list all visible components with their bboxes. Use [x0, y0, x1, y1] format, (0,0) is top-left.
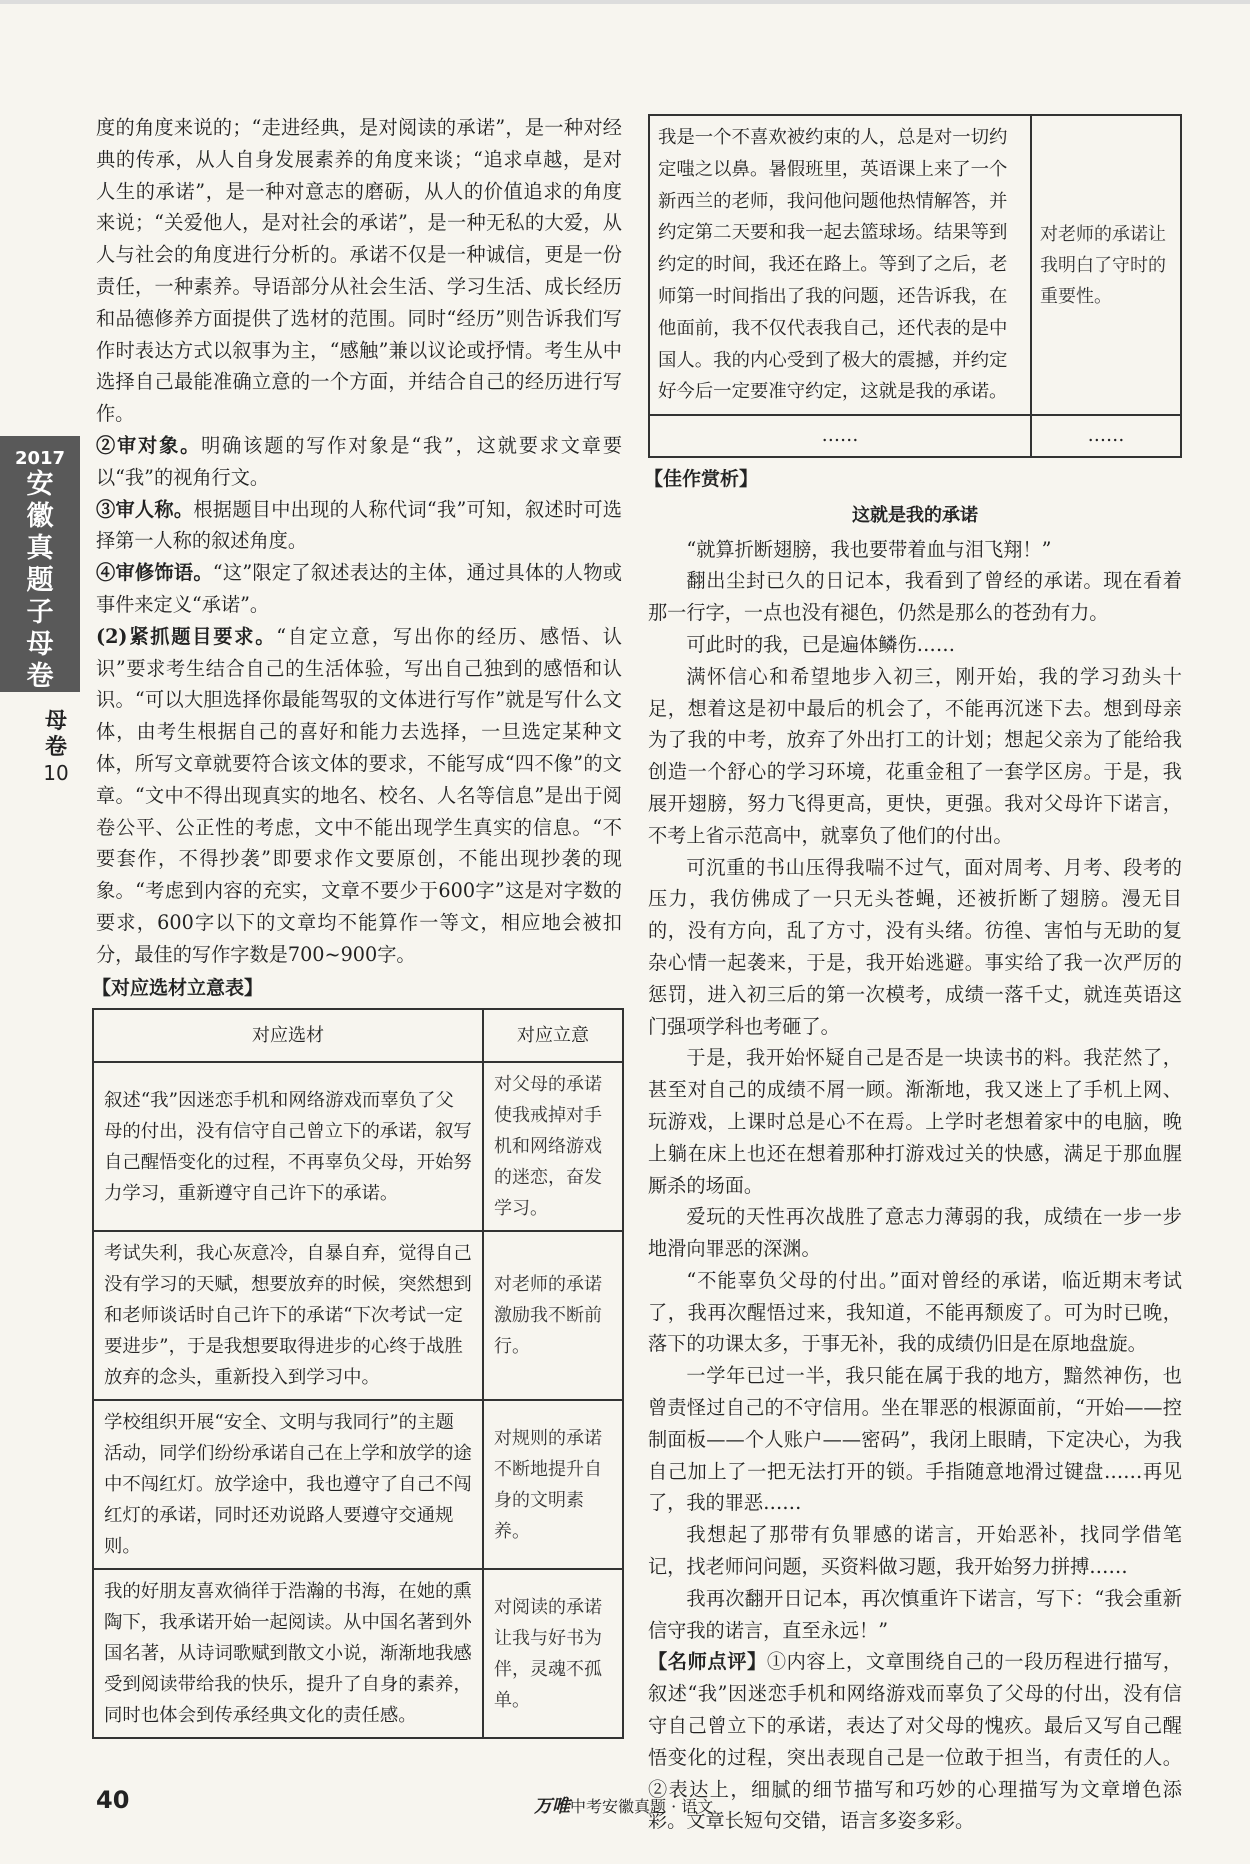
essay-paragraph: 可此时的我，已是遍体鳞伤…… — [686, 632, 956, 656]
column-header: 对应立意 — [483, 1009, 623, 1062]
vertical-char: 真 — [26, 533, 54, 564]
left-column — [92, 112, 623, 1739]
essay-paragraph: 爱玩的天性再次战胜了意志力薄弱的我，成绩在一步一步地滑向罪恶的深渊。 — [648, 1205, 1182, 1261]
book-title: 中考安徽真题 · 语文 — [570, 1797, 714, 1816]
ellipsis-cell: …… — [1031, 415, 1181, 457]
essay-paragraph: 翻出尘封已久的日记本，我看到了曾经的承诺。现在看着那一行字，一点也没有褪色，仍然是那么的苍劲有力。 — [648, 569, 1182, 625]
keyword: ④审修饰语。 — [96, 561, 213, 585]
paragraph-person — [96, 494, 622, 558]
teacher-comment — [648, 1646, 1182, 1837]
volume-number: 10 — [43, 761, 69, 785]
material-cell: 学校组织开展“安全、文明与我同行”的主题活动，同学们纷纷承诺自己在上学和放学的途中不闯红灯。放学途中，我也遵守了自己不闯红灯的承诺，同时还劝说路人要遵守交通规则。 — [93, 1400, 483, 1569]
material-table-continued — [648, 114, 1182, 458]
side-year: 2017 — [14, 448, 66, 469]
table-row — [93, 1231, 623, 1400]
essay-body — [648, 534, 1182, 1647]
idea-cell: 对规则的承诺不断地提升自身的文明素养。 — [483, 1400, 623, 1569]
paragraph-text: “自定立意，写出你的经历、感悟、认识”要求考生结合自己的生活体验，写出自己独到的感悟和认识。“可以大胆选择你最能驾驭的文体进行写作”就是写什么文体，由考生根据自己的喜好和能力去选择，一旦选定某种文体，所写文章就要符合该文体的要求，不能写成“四不像”的文章。“文中不得出现真实的地名、校名、人名等信息”是出于阅卷公平、公正性的考虑，文中不能出现学生真实的信息。“不要套作，不得抄袭”即要求作文要原创，不能出现抄袭的现象。“考虑到内容的充实，文章不要少于600字”这是对字数的要求，600字以下的文章均不能算作一等文，相应地会被扣分，最佳的写作字数是700~900字。 — [96, 624, 622, 966]
idea-cell: 对父母的承诺使我戒掉对手机和网络游戏的迷恋，奋发学习。 — [483, 1062, 623, 1231]
material-cell: 考试失利，我心灰意冷，自暴自弃，觉得自己没有学习的天赋，想要放弃的时候，突然想到和老师谈话时自己许下的承诺“下次考试一定要进步”，于是我想要取得进步的心终于战胜放弃的念头，重新投入到学习中。 — [93, 1231, 483, 1400]
side-tab — [0, 436, 80, 692]
essay-paragraph: 于是，我开始怀疑自己是否是一块读书的料。我茫然了，甚至对自己的成绩不屑一顾。渐渐地，我又迷上了手机上网、玩游戏，上课时总是心不在焉。上学时老想着家中的电脑，晚上躺在床上也还在想着那种打游戏过关的快感，满足于那血腥厮杀的场面。 — [648, 1046, 1182, 1197]
brand-logo-text: 万唯 — [534, 1796, 570, 1817]
essay-paragraph: 满怀信心和希望地步入初三，刚开始，我的学习劲头十足，想着这是初中最后的机会了，不能再沉迷下去。想到母亲为了我的中考，放弃了外出打工的计划；想起父亲为了能给我创造一个舒心的学习环境，花重金租了一套学区房。于是，我展开翅膀，努力飞得更高，更快，更强。我对父母许下诺言，不考上省示范高中，就辜负了他们的付出。 — [648, 664, 1182, 847]
volume-text — [36, 708, 76, 760]
footer-brand — [534, 1792, 713, 1818]
essay-paragraph: 可沉重的书山压得我喘不过气，面对周考、月考、段考的压力，我仿佛成了一只无头苍蝇，还被折断了翅膀。漫无目的，没有方向，乱了方寸，没有头绪。彷徨、害怕与无助的复杂心情一起袭来，于是，我开始逃避。事实给了我一次严厉的惩罚，进入初三后的第一次模考，成绩一落千丈，就连英语这门强项学科也考砸了。 — [648, 855, 1182, 1038]
page-number: 40 — [96, 1786, 130, 1814]
table-row — [93, 1400, 623, 1569]
keyword: (2)紧抓题目要求。 — [96, 624, 277, 648]
vertical-char: 卷 — [26, 661, 54, 692]
side-title — [0, 469, 80, 693]
paragraph-text: 明确该题的写作对象是“我”，这就要求文章要以“我”的视角行文。 — [96, 433, 623, 489]
table-row — [649, 115, 1181, 415]
essay-title: 这就是我的承诺 — [852, 504, 978, 526]
idea-cell: 对阅读的承诺让我与好书为伴，灵魂不孤单。 — [483, 1569, 623, 1738]
paragraph-text: 根据题目中出现的人称代词“我”可知，叙述时可选择第一人称的叙述角度。 — [96, 497, 622, 553]
essay-paragraph: 我想起了那带有负罪感的诺言，开始恶补，找同学借笔记，找老师问问题，买资料做习题，我开始努力拼搏…… — [648, 1523, 1182, 1579]
essay-paragraph: 我再次翻开日记本，再次慎重许下诺言，写下：“我会重新信守我的诺言，直至永远！” — [648, 1586, 1182, 1642]
table-row — [93, 1569, 623, 1738]
table-row — [93, 1062, 623, 1231]
keyword: ②审对象。 — [96, 433, 202, 457]
section-heading: 【对应选材立意表】 — [92, 976, 264, 999]
material-cell: 我是一个不喜欢被约束的人，总是对一切约定嗤之以鼻。暑假班里，英语课上来了一个新西兰的老师，我问他问题他热情解答，并约定第二天要和我一起去篮球场。结果等到约定的时间，我还在路上。等到了之后，老师第一时间指出了我的问题，还告诉我，在他面前，我不仅代表我自己，还代表的是中国人。我的内心受到了极大的震撼，并约定好今后一定要准守约定，这就是我的承诺。 — [649, 115, 1031, 415]
vertical-char: 徽 — [26, 501, 54, 532]
material-cell: 叙述“我”因迷恋手机和网络游戏而辜负了父母的付出，没有信守自己曾立下的承诺，叙写自己醒悟变化的过程，不再辜负父母，开始努力学习，重新遵守自己许下的承诺。 — [93, 1062, 483, 1231]
top-edge — [0, 0, 1250, 4]
material-table — [92, 1008, 624, 1739]
keyword: ③审人称。 — [96, 497, 194, 521]
comment-label: 【名师点评】 — [648, 1650, 767, 1674]
section-heading: 【佳作赏析】 — [644, 467, 759, 490]
idea-cell: 对老师的承诺让我明白了守时的重要性。 — [1031, 115, 1181, 415]
vertical-char: 安 — [26, 469, 54, 500]
vertical-char: 母 — [26, 629, 54, 660]
vertical-char: 题 — [26, 565, 54, 596]
paragraph-requirements — [96, 621, 622, 971]
right-column — [644, 114, 1183, 1837]
table-header-row — [93, 1009, 623, 1062]
paragraph-modifier — [96, 557, 622, 621]
essay-paragraph: “不能辜负父母的付出。”面对曾经的承诺，临近期末考试了，我再次醒悟过来，我知道，不能再颓废了。可为时已晚，落下的功课太多，于事无补，我的成绩仍旧是在原地盘旋。 — [648, 1268, 1182, 1356]
vertical-char: 子 — [26, 597, 54, 628]
paragraph-object — [96, 430, 622, 494]
column-header: 对应选材 — [93, 1009, 483, 1062]
comment-text: ①内容上，文章围绕自己的一段历程进行描写，叙述“我”因迷恋手机和网络游戏而辜负了父母的付出，没有信守自己曾立下的承诺，表达了对父母的愧疚。最后又写自己醒悟变化的过程，突出表现自己是一位敢于担当，有责任的人。②表达上，细腻的细节描写和巧妙的心理描写为文章增色添彩。文章长短句交错，语言多姿多彩。 — [648, 1650, 1183, 1833]
essay-paragraph: “就算折断翅膀，我也要带着血与泪飞翔！” — [686, 537, 1052, 561]
intro-paragraph: 度的角度来说的；“走进经典，是对阅读的承诺”，是一种对经典的传承，从人自身发展素养的角度来谈；“追求卓越，是对人生的承诺”，是一种对意志的磨砺，从人的价值追求的角度来说；“关爱他人，是对社会的承诺”，是一种无私的大爱，从人与社会的角度进行分析的。承诺不仅是一种诚信，更是一份责任，一种素养。导语部分从社会生活、学习生活、成长经历和品德修养方面提供了选材的范围。同时“经历”则告诉我们写作时表达方式以叙事为主，“感触”兼以议论或抒情。考生从中选择自己最能准确立意的一个方面，并结合自己的经历进行写作。 — [96, 116, 622, 426]
essay-paragraph: 一学年已过一半，我只能在属于我的地方，黯然神伤，也曾责怪过自己的不守信用。坐在罪恶的根源面前，“开始——控制面板——个人账户——密码”，我闭上眼睛，下定决心，为我自己加上了一把无法打开的锁。手指随意地滑过键盘……再见了，我的罪恶…… — [648, 1364, 1182, 1515]
vertical-char: 母 — [44, 708, 67, 734]
volume-label — [36, 708, 76, 786]
idea-cell: 对老师的承诺激励我不断前行。 — [483, 1231, 623, 1400]
table-row — [649, 415, 1181, 457]
vertical-char: 卷 — [44, 734, 67, 760]
paragraph-text: “这”限定了叙述表达的主体，通过具体的人物或事件来定义“承诺”。 — [96, 561, 622, 616]
ellipsis-cell: …… — [649, 415, 1031, 457]
material-cell: 我的好朋友喜欢徜徉于浩瀚的书海，在她的熏陶下，我承诺开始一起阅读。从中国名著到外国名著，从诗词歌赋到散文小说，渐渐地我感受到阅读带给我的快乐，提升了自身的素养，同时也体会到传承经典文化的责任感。 — [93, 1569, 483, 1738]
